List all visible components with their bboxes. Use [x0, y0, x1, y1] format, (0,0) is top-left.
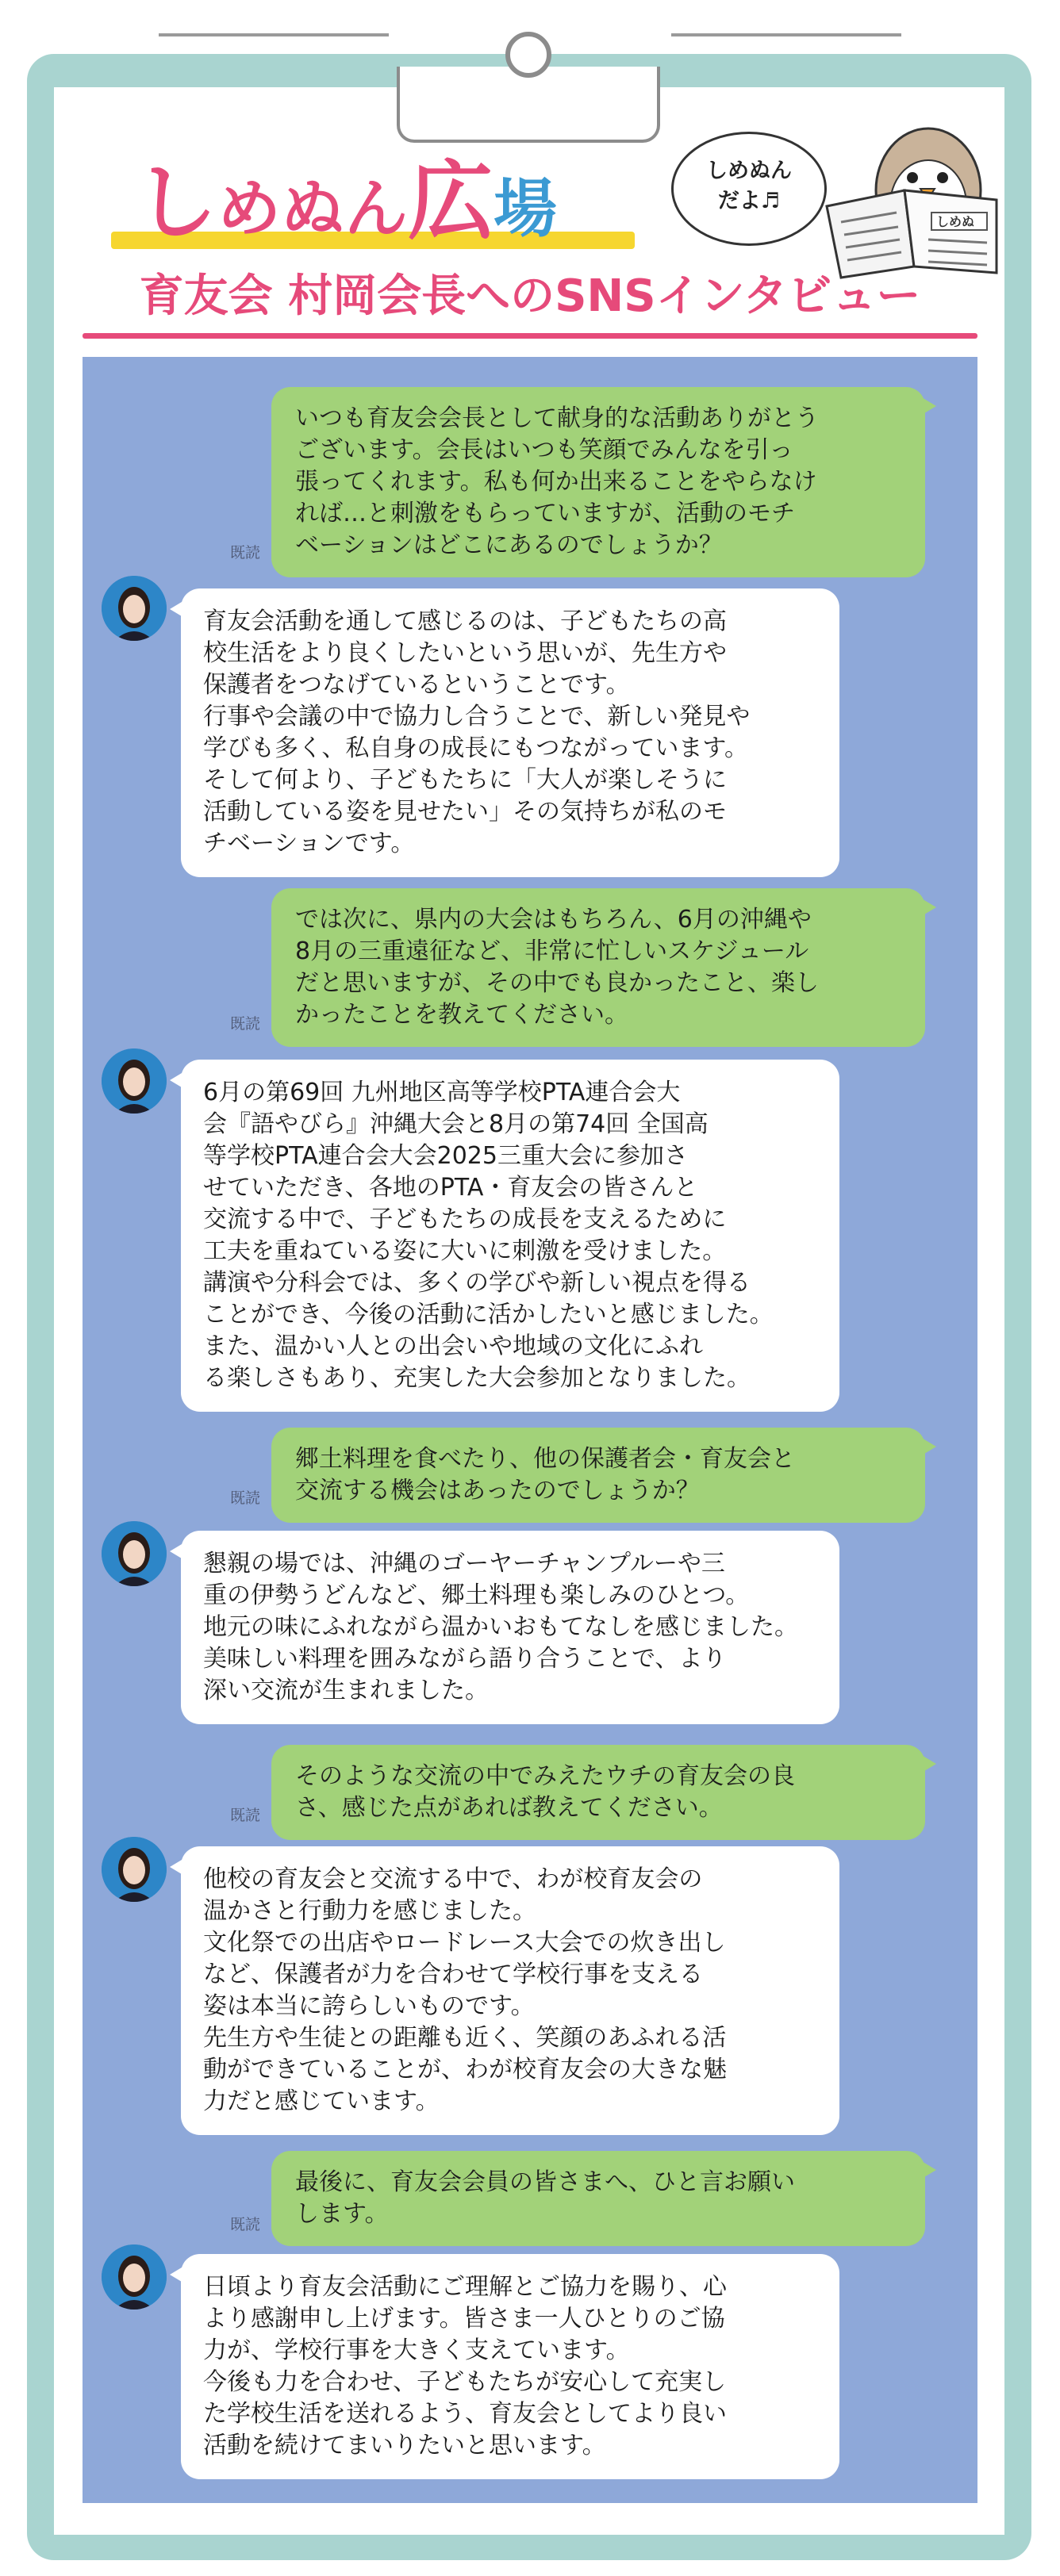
- question-line: だと思いますが、その中でも良かったこと、楽し: [295, 969, 819, 997]
- question-line: ベーションはどこにあるのでしょうか？: [295, 531, 723, 559]
- read-receipt: 既読: [230, 544, 261, 562]
- question-line: します。: [295, 2200, 389, 2228]
- answer-line: など、保護者が力を合わせて学校行事を支える: [203, 1961, 703, 1988]
- penguin-mascot-icon: [809, 111, 1024, 286]
- answer-line: 温かさと行動力を感じました。: [203, 1897, 536, 1925]
- answer-bubble-1: [181, 588, 839, 877]
- mascot-speech-line-1: しめぬん: [706, 159, 792, 183]
- answer-line: た学校生活を送れるよう、育友会としてより良い: [203, 2400, 727, 2428]
- answer-line: 校生活をより良くしたいという思いが、先生方や: [203, 639, 727, 667]
- question-bubble-2: [271, 888, 925, 1047]
- answer-bubble-2: [181, 1060, 839, 1412]
- question-line: 最後に、育友会会員の皆さまへ、ひと言お願い: [295, 2168, 795, 2196]
- answer-line: チベーションです。: [203, 830, 415, 857]
- mascot-speech-line-2: だよ♬: [717, 189, 781, 213]
- answer-line: 活動している姿を見せたい」その気持ちが私のモ: [203, 798, 727, 826]
- question-line: 張ってくれます。私も何か出来ることをやらなけ: [295, 468, 817, 496]
- logo: [103, 143, 674, 262]
- answer-line: 力が、学校行事を大きく支えています。: [203, 2336, 630, 2364]
- question-bubble-5: [271, 2151, 925, 2246]
- answer-line: 活動を続けてまいりたいと思います。: [203, 2432, 606, 2459]
- question-line: さ、感じた点があれば教えてください。: [295, 1794, 723, 1822]
- clip-rail-left: [159, 33, 389, 36]
- answer-line: そして何より、子どもたちに「大人が楽しそうに: [203, 766, 727, 794]
- avatar: [102, 1521, 167, 1586]
- answer-line: 工夫を重ねている姿に大いに刺激を受けました。: [203, 1237, 727, 1265]
- avatar: [102, 2244, 167, 2310]
- question-line: 郷土料理を食べたり、他の保護者会・育友会と: [295, 1445, 795, 1473]
- clip-rail-right: [671, 33, 901, 36]
- logo-char-ba: 場: [494, 172, 558, 246]
- answer-line: 日頃より育友会活動にご理解とご協力を賜り、心: [203, 2273, 727, 2301]
- answer-line: 保護者をつなげているということです。: [203, 671, 630, 699]
- question-bubble-3: [271, 1428, 925, 1523]
- read-receipt: 既読: [230, 2216, 261, 2233]
- answer-bubble-4: [181, 1846, 839, 2135]
- question-line: 交流する機会はあったのでしょうか？: [295, 1477, 700, 1505]
- answer-line: 等学校PTA連合会大会2025三重大会に参加さ: [203, 1142, 688, 1170]
- answer-bubble-5: [181, 2254, 839, 2479]
- answer-line: 今後も力を合わせ、子どもたちが安心して充実し: [203, 2368, 727, 2396]
- question-line: かったことを教えてください。: [295, 1001, 628, 1029]
- read-receipt: 既読: [230, 1807, 261, 1824]
- clip-ring-icon: [505, 32, 551, 78]
- answer-line: せていただき、各地のPTA・育友会の皆さんと: [203, 1174, 698, 1202]
- logo-chars-menun: めぬん: [217, 172, 409, 246]
- logo-char-hiro: 広: [408, 152, 494, 251]
- answer-line: 地元の味にふれながら温かいおもてなしを感じました。: [203, 1613, 798, 1641]
- answer-line: 懇親の場では、沖縄のゴーヤーチャンプルーや三: [203, 1550, 725, 1577]
- answer-line: 動ができていることが、わが校育友会の大きな魅: [203, 2056, 727, 2083]
- logo-char-shi: し: [135, 154, 218, 251]
- page-title: 育友会 村岡会長へのSNSインタビュー: [139, 270, 921, 322]
- answer-line: 文化祭での出店やロードレース大会での炊き出し: [203, 1929, 726, 1957]
- answer-line: 先生方や生徒との距離も近く、笑顔のあふれる活: [203, 2024, 727, 2052]
- answer-bubble-3: [181, 1531, 839, 1724]
- answer-line: 深い交流が生まれました。: [203, 1677, 489, 1704]
- answer-line: る楽しさもあり、充実した大会参加となりました。: [203, 1364, 751, 1392]
- answer-line: 会『語やびら』沖縄大会と8月の第74回 全国高: [203, 1110, 709, 1138]
- read-receipt: 既読: [230, 1015, 261, 1033]
- logo-text: [135, 143, 557, 262]
- question-line: ございます。会長はいつも笑顔でみんなを引っ: [295, 436, 793, 464]
- question-line: そのような交流の中でみえたウチの育友会の良: [295, 1762, 795, 1790]
- answer-line: 他校の育友会と交流する中で、わが校育友会の: [203, 1865, 703, 1893]
- answer-line: 姿は本当に誇らしいものです。: [203, 1992, 535, 2020]
- answer-line: 交流する中で、子どもたちの成長を支えるために: [203, 1206, 727, 1233]
- answer-line: また、温かい人との出会いや地域の文化にふれ: [203, 1332, 703, 1360]
- question-line: いつも育友会会長として献身的な活動ありがとう: [295, 404, 819, 432]
- read-receipt: 既読: [230, 1489, 261, 1507]
- mascot-speech-bubble: [671, 132, 827, 246]
- chat-area[interactable]: [83, 357, 977, 2503]
- clipboard-clip: [397, 67, 660, 143]
- avatar: [102, 576, 167, 641]
- avatar: [102, 1837, 167, 1902]
- answer-line: 力だと感じています。: [203, 2087, 440, 2115]
- answer-line: 育友会活動を通して感じるのは、子どもたちの高: [203, 608, 727, 635]
- question-line: れば…と刺激をもらっていますが、活動のモチ: [295, 500, 795, 527]
- question-bubble-1: [271, 387, 925, 577]
- answer-line: より感謝申し上げます。皆さま一人ひとりのご協: [203, 2305, 725, 2333]
- title-divider: [83, 333, 977, 339]
- question-bubble-4: [271, 1745, 925, 1840]
- answer-line: 美味しい料理を囲みながら語り合うことで、より: [203, 1645, 727, 1673]
- newspaper-text: しめぬ: [936, 214, 975, 229]
- answer-line: 行事や会議の中で協力し合うことで、新しい発見や: [203, 703, 751, 730]
- answer-line: ことができ、今後の活動に活かしたいと感じました。: [203, 1301, 774, 1328]
- question-line: 8月の三重遠征など、非常に忙しいスケジュール: [295, 937, 809, 965]
- answer-line: 6月の第69回 九州地区高等学校PTA連合会大: [203, 1079, 681, 1106]
- answer-line: 学びも多く、私自身の成長にもつながっています。: [203, 734, 748, 762]
- answer-line: 講演や分科会では、多くの学びや新しい視点を得る: [203, 1269, 751, 1297]
- question-line: では次に、県内の大会はもちろん、6月の沖縄や: [295, 906, 812, 933]
- avatar: [102, 1048, 167, 1114]
- answer-line: 重の伊勢うどんなど、郷土料理も楽しみのひとつ。: [203, 1581, 750, 1609]
